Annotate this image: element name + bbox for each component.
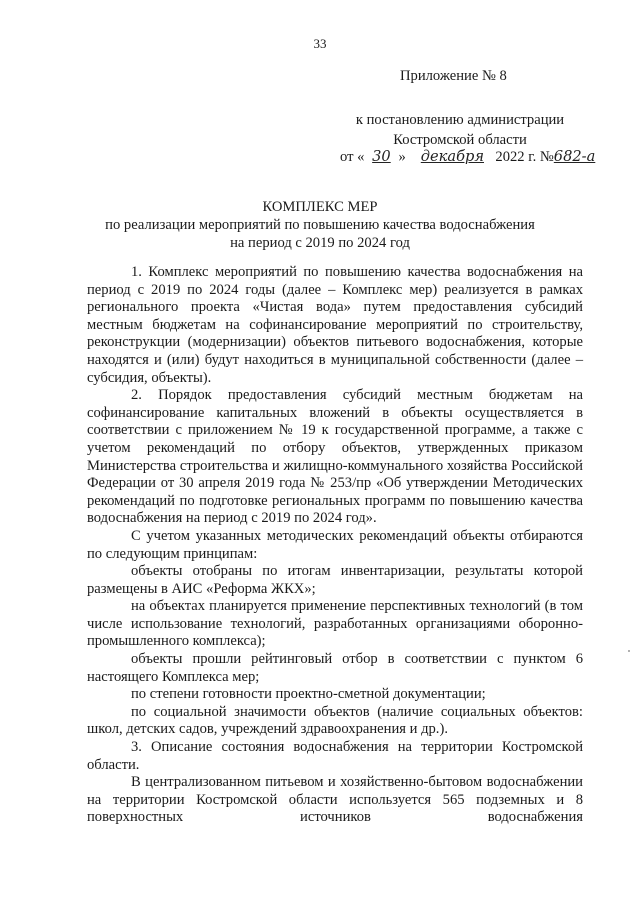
list-item-2: на объектах планируется применение перспективных технологий (в том числе использование технологий, разработанных организациями оборонно-промышленного комплекса);: [87, 598, 583, 650]
title-heading: КОМПЛЕКС МЕР: [262, 199, 378, 215]
decree-region: Костромской области: [393, 132, 527, 148]
date-quote-close: »: [398, 149, 406, 165]
paragraph-2: 2. Порядок предоставления субсидий местным бюджетам на софинансирование капитальных вложений в объекты осуществляется в соответствии с приложением № 19 к государственной программе, а также с учетом рекомендаций по отбору объектов, утвержденных приказом Министерства строительства и жилищно-коммунального хозяйства Российской Федерации от 30 апреля 2019 года № 253/пр «Об утверждении Методических рекомендаций по подготовке региональных программ по повышению качества водоснабжения на период с 2019 по 2024 год».: [87, 387, 583, 527]
title-subtitle-line-2: на период с 2019 по 2024 год: [230, 235, 410, 251]
list-item-5: по социальной значимости объектов (наличие социальных объектов: школ, детских садов, учреждений здравоохранения и др.).: [87, 703, 583, 738]
document-title: [0, 198, 640, 252]
appendix-title: Приложение № 8: [400, 68, 507, 84]
date-month-handwritten: декабря: [420, 148, 484, 165]
page-number: 33: [313, 36, 327, 51]
paragraph-water-sources: В централизованном питьевом и хозяйственно-бытовом водоснабжении на территории Костромской области используется 565 подземных и 8 поверхностных источников водоснабжения: [87, 774, 583, 826]
decree-reference: [340, 110, 580, 150]
list-item-4: по степени готовности проектно-сметной документации;: [131, 686, 486, 703]
date-day-handwritten: 30: [372, 148, 391, 165]
date-year: 2022 г. №: [495, 149, 554, 165]
body-text: [87, 264, 583, 827]
decree-number-handwritten: 682-а: [553, 148, 596, 165]
list-item-1: объекты отобраны по итогам инвентаризации, результаты которой размещены в АИС «Реформа ЖКХ»;: [87, 563, 583, 597]
decree-to-label: к постановлению администрации: [355, 112, 565, 128]
scan-edge-mark: [628, 650, 630, 652]
paragraph-section-3: 3. Описание состояния водоснабжения на территории Костромской области.: [87, 739, 583, 773]
decree-date-line: [340, 148, 606, 166]
date-prefix: от «: [340, 149, 365, 165]
list-item-3: объекты прошли рейтинговый отбор в соответствии с пунктом 6 настоящего Комплекса мер;: [87, 651, 583, 685]
title-subtitle-line-1: по реализации мероприятий по повышению качества водоснабжения: [105, 217, 535, 233]
paragraph-1: 1. Комплекс мероприятий по повышению качества водоснабжения на период с 2019 по 2024 годы (далее – Комплекс мер) реализуется в рамках регионального проекта «Чистая вода» путем предоставления субсидий местным бюджетам на софинансирование мероприятий по строительству, реконструкции (модернизации) объектов питьевого водоснабжения, которые находятся и (или) будут находиться в муниципальной собственности (далее – субсидия, объекты).: [87, 264, 583, 386]
paragraph-3: С учетом указанных методических рекомендаций объекты отбираются по следующим принципам:: [87, 527, 583, 562]
